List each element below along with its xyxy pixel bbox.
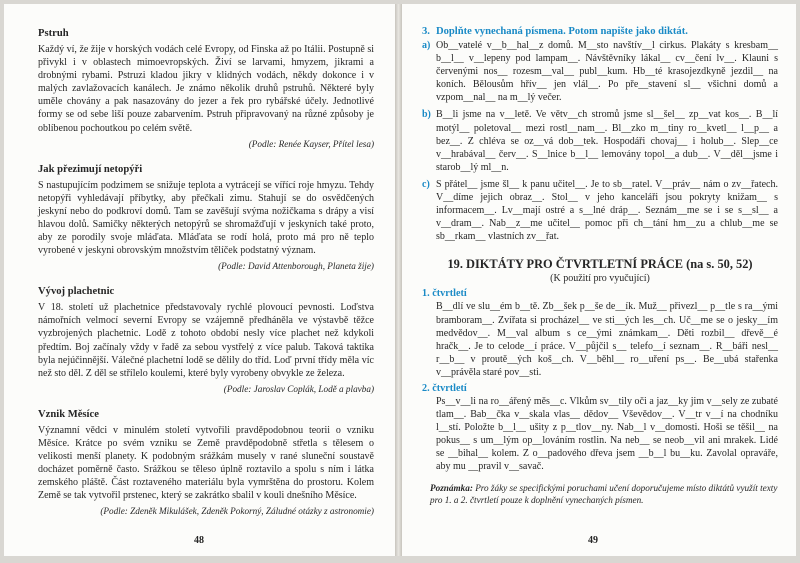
section-title: Vznik Měsíce <box>38 408 99 420</box>
note-label: Poznámka: <box>430 482 473 493</box>
book-gutter <box>395 4 402 556</box>
section-source: (Podle: Renée Kayser, Přítel lesa) <box>248 138 374 149</box>
reading-section-mesic <box>38 409 374 518</box>
teacher-note <box>422 482 778 506</box>
quarter-1-heading: 1. čtvrtletí <box>422 288 467 300</box>
page-number-right: 49 <box>588 535 598 546</box>
quarter-2-heading: 2. čtvrtletí <box>422 382 467 394</box>
right-page <box>402 4 796 556</box>
section-text: V 18. století už plachetnice představovaly rychlé plovoucí pevnosti. Loďstva námořních velmocí severní Evropy se vzájemně předháněla ve výstavbě těžce vyzbrojených plachetnic. Lodě z tohoto období nesly více plachet než kdykoli předtím. Boj začínaly vždy v řadě za sebou vystřelý z více palub. Taková taktika byla nejúčinnější. Válečné plachetní lodě se dělily do tříd. Loď první třídy měla víc než sto děl. Z děl se střílelo koulemi, které byly vyrobeny obvykle ze železa. <box>38 302 374 379</box>
section-source: (Podle: Jaroslav Coplák, Lodě a plavba) <box>223 383 374 394</box>
section-source: (Podle: David Attenborough, Planeta žije) <box>218 261 374 272</box>
section-source: (Podle: Zdeněk Mikulášek, Zdeněk Pokorný, Záludné otázky z astronomie) <box>100 506 374 517</box>
exercise-heading <box>422 26 778 37</box>
exercise-number: 3. <box>422 26 430 37</box>
dictation-subtitle: (K použití pro vyučující) <box>550 273 650 285</box>
section-title: Vývoj plachetnic <box>38 286 115 298</box>
item-label: a) <box>422 40 431 51</box>
reading-section-pstruh <box>38 28 374 150</box>
item-text: S přátel__ jsme šl__ k panu učitel__. Je to sb__ratel. V__práv__ nám o zv__řatech. V__díme jejich obraz__. Stol__ v jeho kanceláři jsou pokryty knižam__ s informacem__. Lv__mají ostré a s__lné dráp__. Seznám__me se i se s__sl__ a v__dram__. Nab__z__me učitel__ pomoc při ch__tání hm__zu a chlub__me se sb__rkam__ vlastních zv__řat. <box>436 178 778 243</box>
note-text: Pro žáky se specifickými poruchami učení doporučujeme místo diktátů využít texty pro 1. a 2. čtvrtletí pouze k doplnění vynechaných písmen. <box>430 482 778 505</box>
left-page <box>4 4 395 556</box>
item-label: b) <box>422 109 431 121</box>
reading-section-netopyri <box>38 164 374 273</box>
quarter-2-text: Ps__v__li na ro__ářený měs__c. Vlkům sv__tily oči a jaz__ky jim v__sely ze zubaté tlam__. Bab__čka v__skala vlas__ dědov__ Vševědov__. V__tr v__í na chodníku l__stí. Položte b__l__ ušity z p__tlov__ny. Nab__l v__domosti. Hoši se těšil__ na pokus__ s um__lým op__lováním rostlin. Na neb__ se neob__vil ani mrakek. Lidé se __bihal__ kolem. Z o__padového dřeva jsem __b__l bu__ku. Zavolal opraváře, aby mu __pravil v__savač. <box>436 395 778 473</box>
section-text: Významní vědci v minulém století vytvořili pravděpodobnou teorii o vzniku Měsíce. Krátce po svém vzniku se Země pravděpodobně střetla s tělesem o velikosti menší planety. K podobným srážkám musely v rané sluneční soustavě docházet poměrně často. Srážkou se těleso úplně roztavilo a spolu s ním i látka zemského pláště. Část roztaveného materiálu byla vymrštěna do prostoru. Kolem Země se tak vytvořil prstenec, který se zakrátko sbalil v kouli dnešního Měsíce. <box>38 424 374 502</box>
section-title: Pstruh <box>38 28 69 39</box>
section-text: S nastupujícím podzimem se snižuje teplota a vytrácejí se vířící roje hmyzu. Tehdy netopýři vyhledávají příbytky, aby přečkali zimu. Stahují se do osvědčených jeskyní nebo do podkroví domů. Tam se zavěšují svýma nožičkama s drápy a visí hlavou dolů. Samičky některých netopýrů se shromažďují v jeskyních také proto, aby ze porodily svoje mláďata. Mláďata se rodí holá, proto má pro ně teplo vyrobené v jeskyni obrovským množstvím tělíček podstatný význam. <box>38 179 374 257</box>
quarter-1-text: B__dlí ve slu__ém b__tě. Zb__šek p__še de__ík. Muž__ přivezl__ p__tle s ra__ými bramboram__. Zvířata si procházel__ ve sti__ých les__ch. Uč__me se o jesky__ím medvědov__. M__val album s ce__ými známkam__. Děti rozbil__ dřevě__é hračk__. Je to celode__í práce. V__půjčil s__ telefo__í seznam__. R__báři nesl__ r__b__ v proutě__ých koš__ch. V__běhl__ ro__uření ps__. Be__ubá stařenka v__právěla staré pov__sti. <box>436 301 778 378</box>
reading-section-plachetnice <box>38 286 374 395</box>
exercise-item-a <box>422 39 778 104</box>
exercise-instruction: Doplňte vynechaná písmena. Potom napište jako diktát. <box>435 26 688 37</box>
left-column <box>38 28 374 531</box>
dictation-title: 19. DIKTÁTY PRO ČTVRTLETNÍ PRÁCE (na s. 50, 52) <box>447 257 753 272</box>
exercise-item-c <box>422 178 778 243</box>
section-title: Jak přezimují netopýři <box>38 163 143 175</box>
item-text: B__li jsme na v__letě. Ve větv__ch stromů jsme sl__šel__ zp__vat kos__. B__lí motýl__ poletoval__ mezi rostl__nam__. Bl__zko m__tiny ro__kvetl__ l__p__ a bez__. Z chléva se oz__vá dob__tek. Hospodáři chovaj__ i holub__. Slep__ce v__hrabával__ červ__. S__lnice b__l__ lemovány topol__a dub__. V__děl__jsme i starob__lý ml__n. <box>436 109 778 173</box>
section-text: Každý ví, že žije v horských vodách celé Evropy, od Finska až po Itálii. Postupně si přivykl i v oblastech mimoevropských. Živí se larvami, hmyzem, jikrami a drobnými rybami. Pstruzi kladou jikry v klidných vodách, někdy dokonce i v malých zavlažovacích kanálech. Je známo několik druhů pstruhů. Některé byly uměle chovány a pak nasazovány do jezer a řek pro rybářské účely. Jednotlivé formy se od sebe liší pouze zabarvením. Pstruh připravovaný na různé způsoby je oblíbenou pochoutkou po celém světě. <box>38 44 374 134</box>
page-number-left: 48 <box>194 535 204 546</box>
exercise-item-b <box>422 108 778 173</box>
right-column <box>422 26 778 506</box>
item-label: c) <box>422 178 430 190</box>
item-text: Ob__vatelé v__b__hal__z domů. M__sto navštív__l cirkus. Plakáty s kresbam__ b__l__ v__lepeny pod lampam__. Návštěvníky lákal__ cv__čení lv__. Klauni s červenými nos__ rozesm__val__ publ__kum. Hb__té krasojezdkyně jezdil__ na koních. Bělousům hřív__ jen vlál__. Po pře__stavení sl__ všichni domů a vzpom__nal__ na m__lý večer. <box>436 40 778 104</box>
